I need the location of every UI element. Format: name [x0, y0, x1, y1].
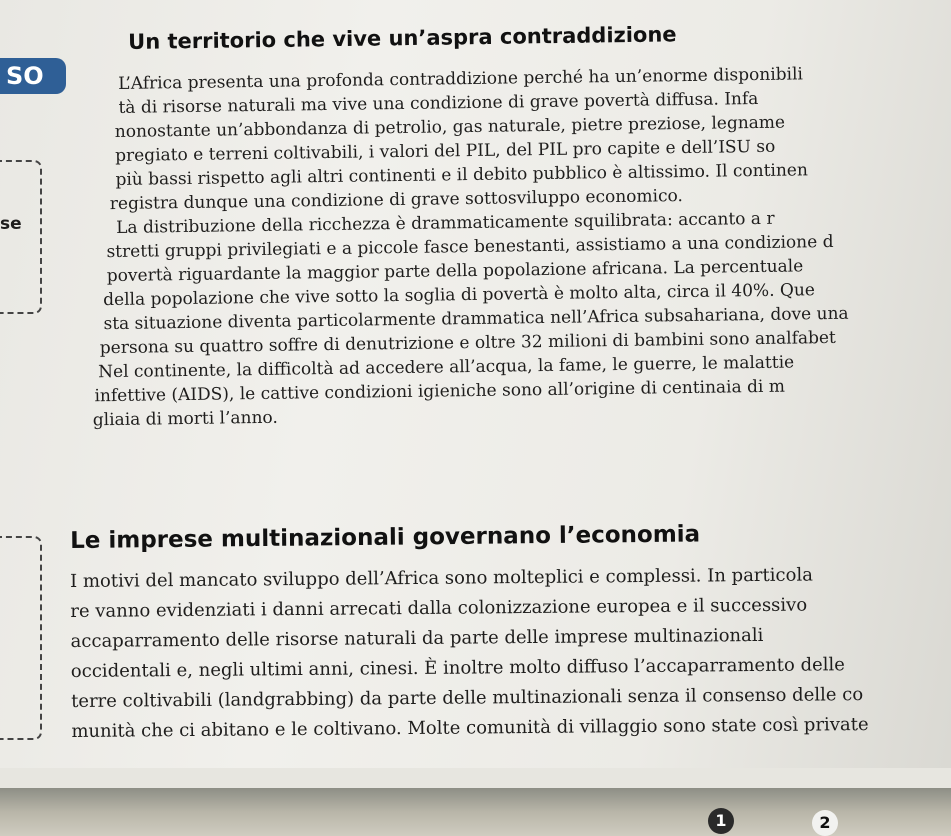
para1-line: La distribuzione della ricchezza è drammaticamente squilibrata: accanto a r [116, 208, 775, 238]
section-heading-2: Le imprese multinazionali governano l’economia [70, 521, 701, 554]
para1-line: della popolazione che vive sotto la soglia di povertà è molto alta, circa il 40%. Que [103, 280, 816, 311]
para1-line: gliaia di morti l’anno. [92, 407, 278, 431]
photo-number-1: 1 [708, 808, 734, 834]
section-heading-1: Un territorio che vive un’aspra contraddizione [128, 22, 677, 54]
photo-top-border [0, 768, 951, 788]
para2-line: terre coltivabili (landgrabbing) da parte delle multinazionali senza il consenso delle co [71, 684, 864, 712]
para2-line: accaparramento delle risorse naturali da parte delle imprese multinazionali [70, 624, 764, 652]
side-word: se [0, 214, 22, 234]
para2-line: munità che ci abitano e le coltivano. Molte comunità di villaggio sono state così private [71, 714, 869, 742]
para1-line: povertà riguardante la maggior parte della popolazione africana. La percentuale [106, 256, 804, 287]
side-dashed-box-bottom [0, 536, 42, 740]
section-tab: SO [0, 58, 66, 94]
para1-line: persona su quattro soffre di denutrizione e oltre 32 milioni di bambini sono analfabet [99, 327, 836, 359]
para1-line: Nel continente, la difficoltà ad accedere all’acqua, la fame, le guerre, le malattie [98, 352, 795, 383]
para2-line: re vanno evidenziati i danni arrecati dalla colonizzazione europea e il successivo [70, 594, 808, 622]
para1-line: tà di risorse naturali ma vive una condizione di grave povertà diffusa. Infa [118, 89, 759, 118]
para1-line: stretti gruppi privilegiati e a piccole fasce benestanti, assistiamo a una condizione d [106, 231, 834, 263]
photo-strip [0, 768, 951, 836]
para1-line: nonostante un’abbondanza di petrolio, gas naturale, pietre preziose, legname [114, 112, 786, 142]
para2-line: I motivi del mancato sviluppo dell’Africa sono molteplici e complessi. In particola [70, 564, 813, 592]
side-dashed-box-top [0, 160, 42, 314]
para1-line: pregiato e terreni coltivabili, i valori del PIL, del PIL pro capite e dell’ISU so [115, 136, 776, 166]
para2-line: occidentali e, negli ultimi anni, cinesi. È inoltre molto diffuso l’accaparramento delle [70, 654, 845, 682]
para1-line: L’Africa presenta una profonda contraddizione perché ha un’enorme disponibili [118, 64, 804, 94]
para1-line: più bassi rispetto agli altri continenti e il debito pubblico è altissimo. Il continen [115, 160, 809, 190]
para1-line: infettive (AIDS), le cattive condizioni igieniche sono all’origine di centinaia di m [94, 376, 786, 407]
para1-line: registra dunque una condizione di grave sottosviluppo economico. [109, 186, 684, 215]
para1-line: sta situazione diventa particolarmente drammatica nell’Africa subsahariana, dove una [103, 303, 849, 335]
photo-number-2: 2 [812, 810, 838, 836]
